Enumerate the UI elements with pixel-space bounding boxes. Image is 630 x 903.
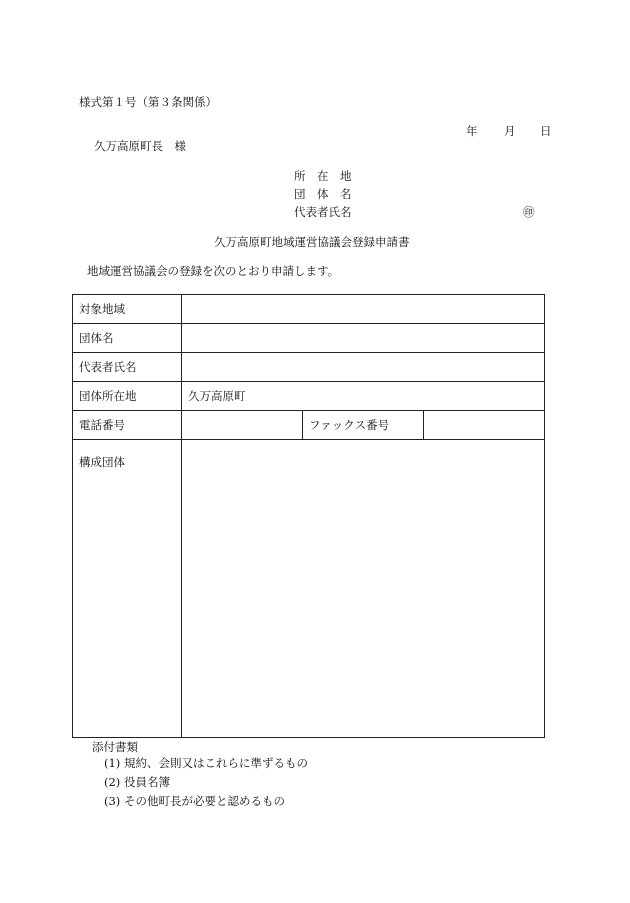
table-row xyxy=(73,382,545,411)
table-row xyxy=(73,440,545,738)
phone-label: 電話番号 xyxy=(73,411,182,440)
table-row xyxy=(73,295,545,324)
target-area-label: 対象地域 xyxy=(73,295,182,324)
rep-name-field[interactable] xyxy=(182,353,545,382)
members-field[interactable] xyxy=(182,440,545,738)
group-name-label: 団体名 xyxy=(73,324,182,353)
table-row xyxy=(73,411,545,440)
location-label: 団体所在地 xyxy=(73,382,182,411)
document-title: 久万高原町地域運営協議会登録申請書 xyxy=(214,235,410,249)
attachment-item: (1) 規約、会則又はこれらに準ずるもの xyxy=(104,756,308,770)
table-row xyxy=(73,353,545,382)
fax-field[interactable] xyxy=(424,411,545,440)
application-table xyxy=(72,294,545,738)
applicant-group-label: 団 体 名 xyxy=(294,187,352,201)
attachment-item: (2) 役員名簿 xyxy=(104,775,170,789)
rep-name-label: 代表者氏名 xyxy=(73,353,182,382)
fax-label: ファックス番号 xyxy=(303,411,424,440)
intro-text: 地域運営協議会の登録を次のとおり申請します。 xyxy=(87,264,340,278)
date-month-label: 月 xyxy=(504,124,516,138)
phone-field[interactable] xyxy=(182,411,303,440)
members-label: 構成団体 xyxy=(73,440,182,738)
date-year-label: 年 xyxy=(466,124,478,138)
target-area-field[interactable] xyxy=(182,295,545,324)
addressee: 久万高原町長 様 xyxy=(94,139,186,153)
group-name-field[interactable] xyxy=(182,324,545,353)
form-number: 様式第１号（第３条関係） xyxy=(79,95,217,109)
attachments-heading: 添付書類 xyxy=(92,740,138,754)
location-field[interactable]: 久万高原町 xyxy=(182,382,545,411)
attachment-item: (3) その他町長が必要と認めるもの xyxy=(104,794,285,808)
applicant-rep-label: 代表者氏名 xyxy=(294,205,352,219)
applicant-address-label: 所 在 地 xyxy=(294,169,352,183)
table-row xyxy=(73,324,545,353)
date-day-label: 日 xyxy=(540,124,552,138)
seal-mark: ㊞ xyxy=(523,205,535,219)
